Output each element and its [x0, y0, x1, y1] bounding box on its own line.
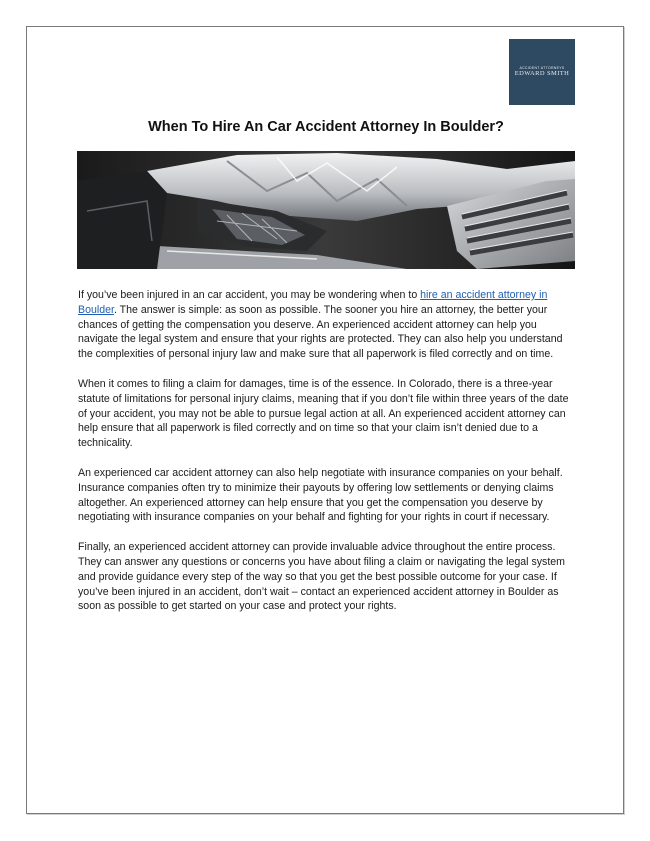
- car-crash-image: [77, 151, 575, 269]
- logo-tagline: ACCIDENT ATTORNEYS: [519, 66, 565, 70]
- paragraph-1-intro: If you’ve been injured in an car accident, you may be wondering when to: [78, 289, 421, 301]
- paragraph-4: Finally, an experienced accident attorney can provide invaluable advice throughout the entire process. They can answer any questions or concerns you have about filing a claim or navigating the legal system and provide guidance every step of the way so that you get the best possible outcome for your case. If you’ve been injured in an accident, don’t wait – contact an experienced accident attorney in Boulder as soon as possible to get started on your case and protect your rights.: [78, 541, 565, 613]
- paragraph-2: When it comes to filing a claim for damages, time is of the essence. In Colorado, there is a three-year statute of limitations for personal injury claims, meaning that if you don’t file within three years of the date of your accident, you may not be able to pursue legal action at all. An experienced accident attorney can help ensure that all paperwork is filed correctly and on time so that your claim isn’t denied due to a technicality.: [78, 377, 569, 450]
- page-title: When To Hire An Car Accident Attorney In Boulder?: [148, 119, 504, 135]
- paragraph-1-rest: . The answer is simple: as soon as possible. The sooner you hire an attorney, the better your chances of getting the compensation you deserve. An experienced accident attorney can help you navigate the legal system and ensure that your rights are protected. They can also help you understand the complexities of personal injury law and make sure that all paperwork is filed correctly and on time.: [78, 303, 563, 361]
- hire-attorney-link[interactable]: hire an accident attorney in Boulder: [78, 289, 548, 316]
- article-body: [78, 288, 578, 629]
- logo-name: EDWARD SMITH: [514, 70, 570, 78]
- firm-logo: [509, 39, 575, 105]
- document-page: [26, 26, 624, 814]
- paragraph-1: [78, 288, 578, 362]
- paragraph-3: An experienced car accident attorney can also help negotiate with insurance companies on your behalf. Insurance companies often try to minimize their payouts by offering low settlements or denying claims altogether. An experienced attorney can help ensure that you get the compensation you deserve by negotiating with insurance companies on your behalf and fighting for your rights in court if necessary.: [78, 466, 563, 524]
